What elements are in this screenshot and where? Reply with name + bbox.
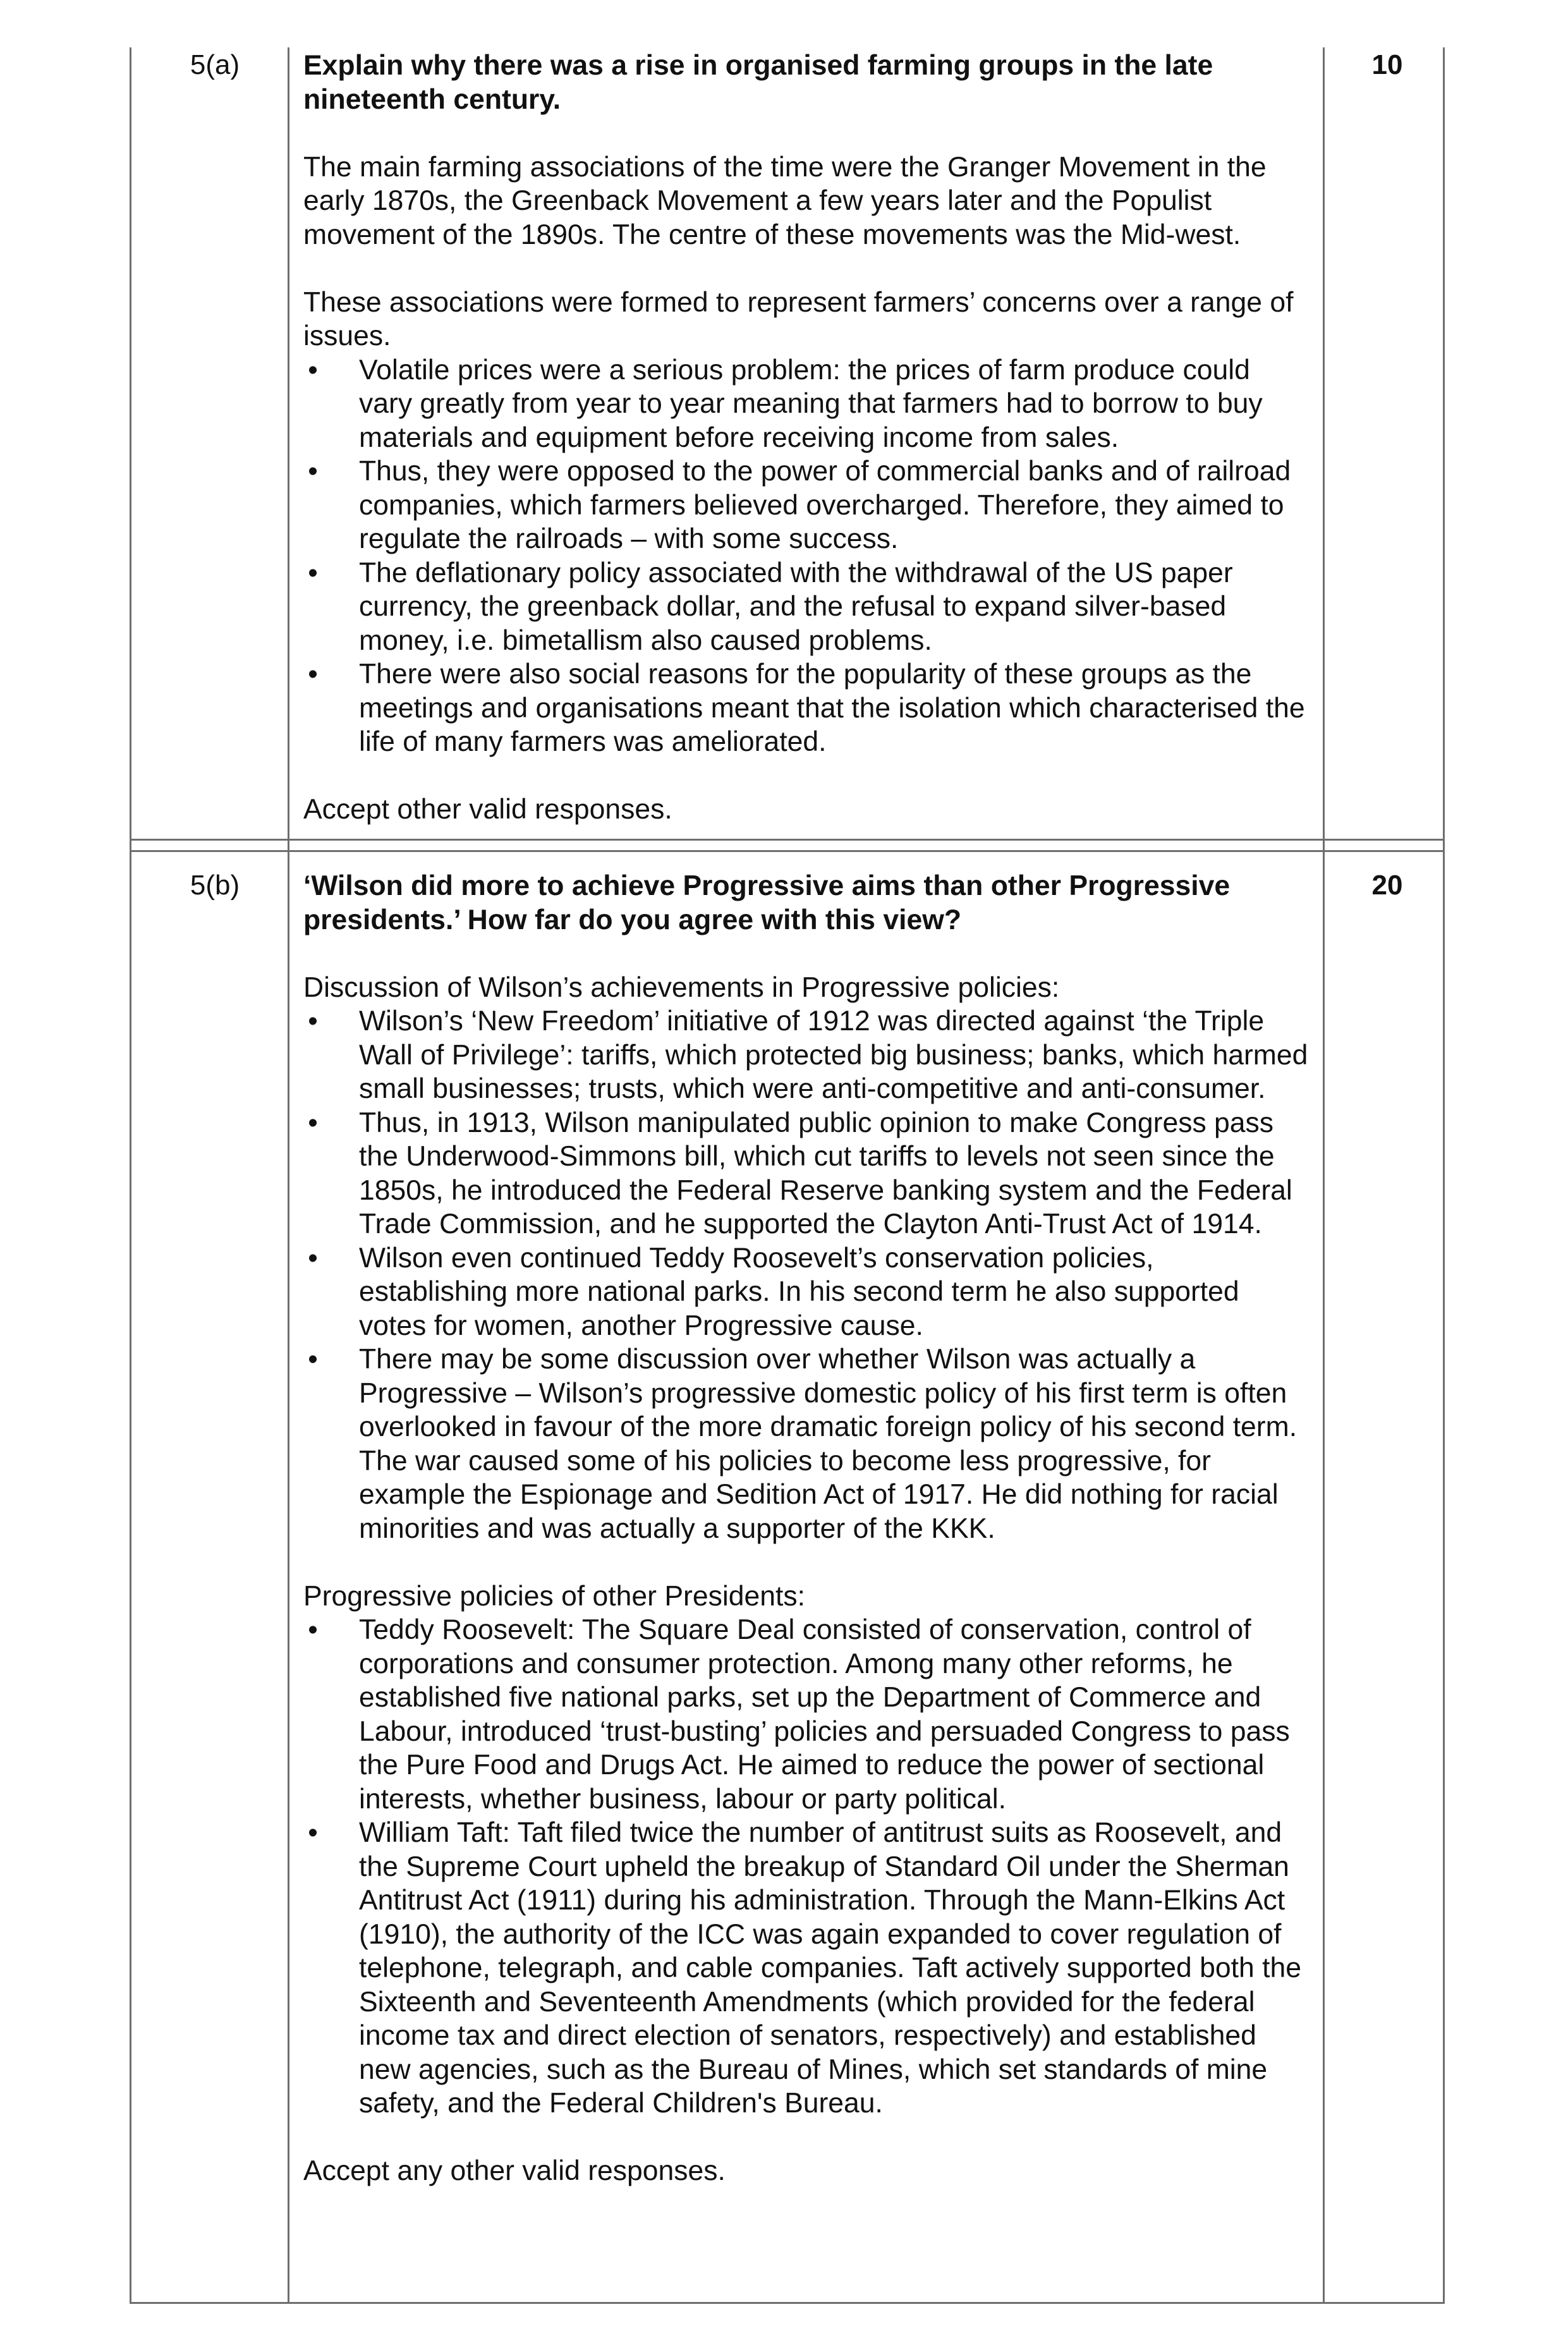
- bullet-list-5b-others: [303, 1613, 1308, 2121]
- table-border-left: [130, 47, 131, 2304]
- lead-paragraph-5b-wilson: Discussion of Wilson’s achievements in Progressive policies:: [303, 971, 1060, 1003]
- list-item: • Thus, they were opposed to the power of commercial banks and of railroad companies, which farmers believed overcharged. Therefore, they aimed to regulate the railroads – with some success.: [303, 454, 1308, 556]
- intro-paragraph-5a: The main farming associations of the time were the Granger Movement in the early 1870s, the Greenback Movement a few years later and the Populist movement of the 1890s. The centre of these movements was the Mid-west.: [303, 151, 1267, 250]
- question-number-5a: 5(a): [190, 49, 240, 80]
- bullet-icon: •: [308, 354, 318, 386]
- list-item: • The deflationary policy associated with the withdrawal of the US paper currency, the greenback dollar, and the refusal to expand silver-based money, i.e. bimetallism also caused problems.: [303, 556, 1308, 658]
- bullet-icon: •: [308, 456, 318, 487]
- marks-5a: 10: [1371, 49, 1403, 80]
- bullet-icon: •: [308, 1344, 318, 1375]
- bullet-icon: •: [308, 1614, 318, 1645]
- question-text-5a: Explain why there was a rise in organised farming groups in the late nineteenth century.: [303, 50, 1213, 115]
- bullet-icon: •: [308, 557, 318, 588]
- bullet-icon: •: [308, 659, 318, 690]
- row-separator-bottom: [130, 850, 1445, 852]
- list-item: • Thus, in 1913, Wilson manipulated public opinion to make Congress pass the Underwood-Simmons bill, which cut tariffs to levels not seen since the 1850s, he introduced the Federal Reserve banking system and the Federal Trade Commission, and he supported the Clayton Anti-Trust Act of 1914.: [303, 1106, 1308, 1241]
- accept-note-5a: Accept other valid responses.: [303, 794, 672, 825]
- list-item: • There may be some discussion over whether Wilson was actually a Progressive – Wilson’s progressive domestic policy of his first term is often overlooked in favour of the more dramatic foreign policy of his second term. The war caused some of his policies to become less progressive, for example the Espionage and Sedition Act of 1917. He did nothing for racial minorities and was actually a supporter of the KKK.: [303, 1343, 1308, 1545]
- column-divider-marks: [1323, 47, 1325, 2304]
- bullet-list-5b-wilson: [303, 1004, 1308, 1545]
- marks-5b: 20: [1371, 870, 1403, 901]
- question-number-5b: 5(b): [190, 870, 240, 901]
- column-divider-question: [288, 47, 289, 2304]
- list-item: • Volatile prices were a serious problem: the prices of farm produce could vary greatly from year to year meaning that farmers had to borrow to buy materials and equipment before receiving income from sales.: [303, 353, 1308, 455]
- row-separator-top: [130, 839, 1445, 841]
- bullet-icon: •: [308, 1242, 318, 1274]
- list-item: • Wilson even continued Teddy Roosevelt’s conservation policies, establishing more national parks. In his second term he also supported votes for women, another Progressive cause.: [303, 1241, 1308, 1343]
- question-text-5b: ‘Wilson did more to achieve Progressive aims than other Progressive presidents.’ How far do you agree with this view?: [303, 870, 1231, 935]
- answer-cell-5a: [303, 49, 1308, 827]
- accept-note-5b: Accept any other valid responses.: [303, 2155, 726, 2186]
- lead-paragraph-5b-others: Progressive policies of other Presidents:: [303, 1580, 805, 1612]
- bullet-icon: •: [308, 1006, 318, 1037]
- answer-cell-5b: [303, 869, 1308, 2188]
- lead-paragraph-5a: These associations were formed to represent farmers’ concerns over a range of issues.: [303, 286, 1294, 351]
- bullet-list-5a: [303, 353, 1308, 759]
- bullet-icon: •: [308, 1107, 318, 1138]
- table-border-right: [1443, 47, 1445, 2304]
- table-border-bottom: [130, 2302, 1445, 2304]
- bullet-icon: •: [308, 1817, 318, 1848]
- list-item: • Wilson’s ‘New Freedom’ initiative of 1912 was directed against ‘the Triple Wall of Privilege’: tariffs, which protected big business; banks, which harmed small businesses; trusts, which were anti-competitive and anti-consumer.: [303, 1004, 1308, 1106]
- list-item: • William Taft: Taft filed twice the number of antitrust suits as Roosevelt, and the Supreme Court upheld the breakup of Standard Oil under the Sherman Antitrust Act (1911) during his administration. Through the Mann-Elkins Act (1910), the authority of the ICC was again expanded to cover regulation of telephone, telegraph, and cable companies. Taft actively supported both the Sixteenth and Seventeenth Amendments (which provided for the federal income tax and direct election of senators, respectively) and established new agencies, such as the Bureau of Mines, which set standards of mine safety, and the Federal Children's Bureau.: [303, 1816, 1308, 2121]
- list-item: • Teddy Roosevelt: The Square Deal consisted of conservation, control of corporations and consumer protection. Among many other reforms, he established five national parks, set up the Department of Commerce and Labour, introduced ‘trust-busting’ policies and persuaded Congress to pass the Pure Food and Drugs Act. He aimed to reduce the power of sectional interests, whether business, labour or party political.: [303, 1613, 1308, 1816]
- list-item: • There were also social reasons for the popularity of these groups as the meetings and organisations meant that the isolation which characterised the life of many farmers was ameliorated.: [303, 657, 1308, 759]
